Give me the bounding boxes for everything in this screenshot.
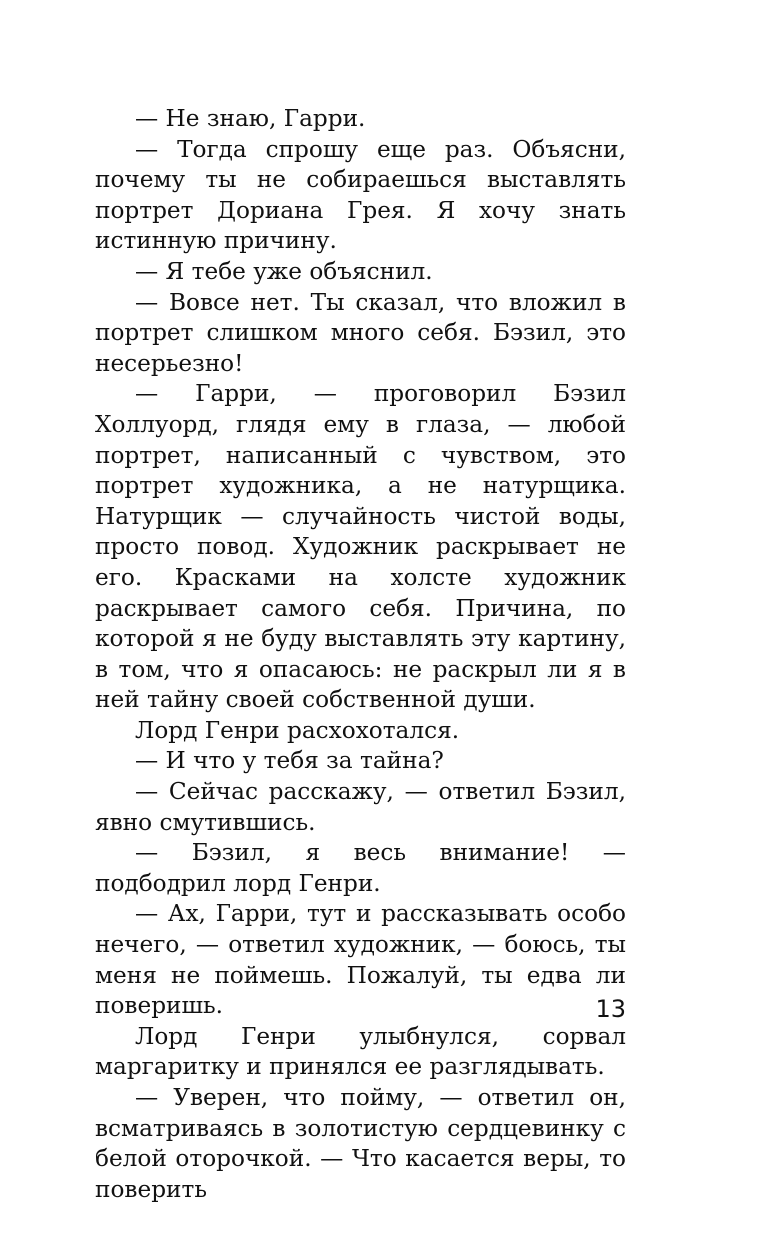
body-text [95, 104, 626, 1205]
paragraph-1: — Не знаю, Гарри. [135, 105, 366, 132]
paragraph-2: — Тогда спрошу еще раз. Объясни, почему ты не собираешься выставлять портрет Дориана Грея. Я хочу знать истинную причину. [95, 135, 626, 255]
paragraph-10: — Ах, Гарри, тут и рассказывать особо нечего, — ответил художник, — боюсь, ты меня не поймешь. Пожалуй, ты едва ли поверишь. [95, 900, 626, 1020]
paragraph-6: Лорд Генри расхохотался. [135, 716, 460, 744]
paragraph-4: — Вовсе нет. Ты сказал, что вложил в портрет слишком много себя. Бэзил, это несерьезно! [95, 288, 626, 377]
paragraph-8: — Сейчас расскажу, — ответил Бэзил, явно смутившись. [95, 778, 626, 836]
paragraph-3: — Я тебе уже объяснил. [135, 257, 433, 285]
paragraph-5: — Гарри, — проговорил Бэзил Холлуорд, глядя ему в глаза, — любой портрет, написанный с чувством, это портрет художника, а не натурщика. Натурщик — случайность чистой воды, просто повод. Художник раскрывает не его. Красками на холсте художник раскрывает самого себя. Причина, по которой я не буду выставлять эту картину, в том, что я опасаюсь: не раскрыл ли я в ней тайну своей собственной души. [95, 380, 626, 714]
page-number: 13 [595, 995, 626, 1023]
paragraph-7: — И что у тебя за тайна? [135, 747, 444, 775]
paragraph-11: Лорд Генри улыбнулся, сорвал маргаритку и принялся ее разглядывать. [95, 1022, 626, 1081]
paragraph-9: — Бэзил, я весь внимание! — подбодрил лорд Генри. [95, 839, 626, 897]
paragraph-12: — Уверен, что пойму, — ответил он, всматриваясь в золотистую сердцевинку с белой оторочкой. — Что касается веры, то поверить [95, 1084, 626, 1203]
